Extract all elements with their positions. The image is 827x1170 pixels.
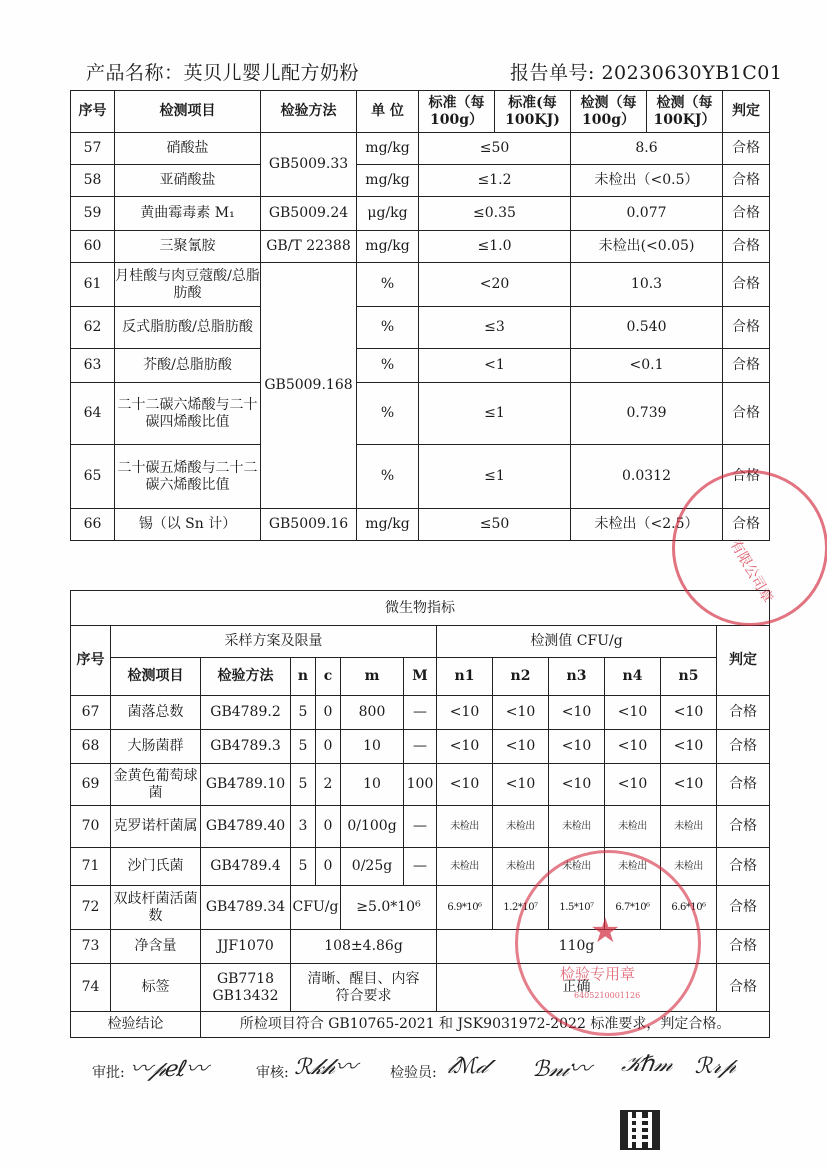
header-cell: 检验方法 [261,91,357,133]
test-item: 克罗诺杆菌属 [111,806,201,848]
header-cell: n1 [437,658,493,696]
standard: ≤1 [419,383,571,445]
test-method: GB5009.33 [261,133,357,197]
header-cell: n4 [605,658,661,696]
row-number: 70 [71,806,111,848]
test-item: 黄曲霉毒素 M₁ [115,197,261,231]
value-n1: <10 [437,764,493,806]
standard: ≤50 [419,509,571,541]
report-number: 报告单号: 20230630YB1C01 [510,62,783,84]
header-cell: 序号 [71,626,111,696]
inspector-signature-2: ℬ𝓃𝒾〰 [530,1057,593,1082]
row-number: 74 [71,964,111,1012]
standard: <20 [419,263,571,307]
table-row [71,696,770,730]
approver-signature: 〰𝓅ℯℓ〰 [126,1057,210,1082]
review-label: 审核: [256,1065,289,1081]
value-n3: <10 [549,696,605,730]
microbial-indicators-table [70,590,770,1038]
result: 未检出（<2.5） [571,509,723,541]
judgement: 合格 [723,509,770,541]
table-title-row [71,591,770,626]
table-row [71,307,770,349]
sample-c: 0 [316,848,341,886]
test-method: GB/T 22388 [261,231,357,263]
table-header-row [71,658,770,696]
table-row [71,263,770,307]
header-cell: 检验方法 [201,658,291,696]
header-cell: n5 [661,658,717,696]
limit-M: — [404,806,437,848]
row-number: 62 [71,307,115,349]
row-number: 65 [71,445,115,509]
row-number: 57 [71,133,115,165]
test-method: GB5009.24 [261,197,357,231]
group-header-left: 采样方案及限量 [111,626,437,658]
limit-m: 0/100g [341,806,404,848]
limit: 108±4.86g [291,930,437,964]
test-item: 金黄色葡萄球菌 [111,764,201,806]
header-cell: 判定 [723,91,770,133]
value-n3: <10 [549,730,605,764]
test-item: 二十二碳六烯酸与二十碳四烯酸比值 [115,383,261,445]
value-n4: 未检出 [605,806,661,848]
table-row [71,165,770,197]
row-number: 67 [71,696,111,730]
result: 0.0312 [571,445,723,509]
header-cell: c [316,658,341,696]
standard: ≤0.35 [419,197,571,231]
row-number: 61 [71,263,115,307]
result: 10.3 [571,263,723,307]
value-n4: <10 [605,696,661,730]
limit-M: — [404,848,437,886]
limit-m: 10 [341,730,404,764]
value-n1: <10 [437,696,493,730]
standard: ≤50 [419,133,571,165]
reviewer-signature: ℛ𝓀𝒽〰 [292,1055,359,1080]
sample-c: 0 [316,806,341,848]
row-number: 60 [71,231,115,263]
value-n2: 未检出 [493,848,549,886]
value-n5: <10 [661,730,717,764]
table-row [71,383,770,445]
qr-code-icon [620,1110,660,1150]
signature-line [92,1048,792,1098]
limit-M: 100 [404,764,437,806]
seal-star-icon: ★ [590,911,621,951]
judgement: 合格 [717,806,770,848]
limit-m: 0/25g [341,848,404,886]
value-n2: <10 [493,730,549,764]
header-cell: 检测项目 [111,658,201,696]
unit: mg/kg [357,231,419,263]
header-cell: m [341,658,404,696]
judgement: 合格 [723,165,770,197]
header-cell: 标准(每100KJ) [495,91,571,133]
unit: CFU/g [291,886,341,930]
conclusion-label: 检验结论 [71,1012,201,1038]
row-number: 63 [71,349,115,383]
judgement: 合格 [717,848,770,886]
table-title: 微生物指标 [71,591,770,626]
method-line-1: GB7718 [216,970,275,987]
table-row [71,509,770,541]
test-method: GB4789.40 [201,806,291,848]
value-n5: <10 [661,764,717,806]
standard: ≤3 [419,307,571,349]
inspector-signature-3: 𝒦ℏ𝓂 [619,1052,675,1077]
method-line-2: GB13432 [212,987,279,1004]
result: 110g [437,930,717,964]
value-n1: 未检出 [437,848,493,886]
value-n4: 6.7*10⁶ [605,886,661,930]
value-n4: <10 [605,764,661,806]
test-item: 三聚氰胺 [115,231,261,263]
judgement: 合格 [723,445,770,509]
table-row [71,730,770,764]
limit-M: — [404,696,437,730]
seal-text: 检验专用章 [560,965,636,983]
result: 未检出(<0.05) [571,231,723,263]
standard: <1 [419,349,571,383]
value-n5: 未检出 [661,806,717,848]
result: <0.1 [571,349,723,383]
seal-number: 6405210001126 [574,991,641,1000]
test-item: 沙门氏菌 [111,848,201,886]
value-n5: <10 [661,696,717,730]
test-item: 菌落总数 [111,696,201,730]
row-number: 72 [71,886,111,930]
judgement: 合格 [723,197,770,231]
value-n2: <10 [493,764,549,806]
header-cell: 判定 [717,626,770,696]
value-n3: <10 [549,764,605,806]
judgement: 合格 [723,133,770,165]
judgement: 合格 [717,886,770,930]
value-n2: 未检出 [493,806,549,848]
unit: % [357,263,419,307]
test-method: GB4789.2 [201,696,291,730]
standard: ≤1 [419,445,571,509]
test-method [201,964,291,1012]
value-n5: 6.6*10⁶ [661,886,717,930]
approve-label: 审批: [92,1065,125,1081]
sample-n: 5 [291,730,316,764]
chemical-indicators-table [70,90,770,541]
judgement: 合格 [717,730,770,764]
header-cell: 检测（每100g） [571,91,647,133]
judgement: 合格 [717,964,770,1012]
test-method: GB4789.10 [201,764,291,806]
limit: 清晰、醒目、内容符合要求 [291,964,437,1012]
result: 正确 [437,964,717,1012]
header-cell: 标准（每100g） [419,91,495,133]
test-method: GB4789.4 [201,848,291,886]
value-n5: 未检出 [661,848,717,886]
test-item: 双歧杆菌活菌数 [111,886,201,930]
sample-c: 2 [316,764,341,806]
table-row [71,349,770,383]
header-cell: n3 [549,658,605,696]
table-row [71,806,770,848]
test-method: GB4789.3 [201,730,291,764]
sample-c: 0 [316,730,341,764]
standard: ≤1.2 [419,165,571,197]
test-item: 硝酸盐 [115,133,261,165]
value-n1: <10 [437,730,493,764]
inspector-label: 检验员: [390,1065,437,1081]
table-row [71,445,770,509]
judgement: 合格 [723,349,770,383]
row-number: 73 [71,930,111,964]
unit: % [357,349,419,383]
test-method: GB5009.16 [261,509,357,541]
row-number: 68 [71,730,111,764]
result: 0.077 [571,197,723,231]
conclusion-row [71,1012,770,1038]
judgement: 合格 [717,696,770,730]
table-row [71,764,770,806]
header-cell: M [404,658,437,696]
table-row [71,886,770,930]
row-number: 59 [71,197,115,231]
result: 0.540 [571,307,723,349]
value-n2: 1.2*10⁷ [493,886,549,930]
group-header-row [71,626,770,658]
value-n3: 未检出 [549,848,605,886]
table-row [71,848,770,886]
value-n3: 1.5*10⁷ [549,886,605,930]
value-n1: 6.9*10⁶ [437,886,493,930]
standard: ≤1.0 [419,231,571,263]
value-n1: 未检出 [437,806,493,848]
test-item: 反式脂肪酸/总脂肪酸 [115,307,261,349]
test-item: 月桂酸与肉豆蔻酸/总脂肪酸 [115,263,261,307]
judgement: 合格 [723,307,770,349]
unit: mg/kg [357,165,419,197]
result: 未检出（<0.5） [571,165,723,197]
conclusion-text: 所检项目符合 GB10765-2021 和 JSK9031972-2022 标准要求，判定合格。 [201,1012,770,1038]
sample-c: 0 [316,696,341,730]
header-cell: 序号 [71,91,115,133]
judgement: 合格 [717,930,770,964]
test-method: GB4789.34 [201,886,291,930]
sample-n: 5 [291,764,316,806]
value-n2: <10 [493,696,549,730]
value-n4: <10 [605,730,661,764]
header-cell: n [291,658,316,696]
group-header-right: 检测值 CFU/g [437,626,717,658]
limit-m: 10 [341,764,404,806]
test-item: 锡（以 Sn 计） [115,509,261,541]
result: 8.6 [571,133,723,165]
table-row [71,930,770,964]
table-row [71,231,770,263]
table-row [71,133,770,165]
header-cell: n2 [493,658,549,696]
judgement: 合格 [723,263,770,307]
value-n3: 未检出 [549,806,605,848]
inspector-signature-4: ℛ𝓇𝓅 [693,1054,739,1079]
value-n4: 未检出 [605,848,661,886]
header-cell: 检测项目 [115,91,261,133]
judgement: 合格 [723,231,770,263]
header-cell: 单 位 [357,91,419,133]
header-cell: 检测（每100KJ） [647,91,723,133]
sample-n: 3 [291,806,316,848]
limit: ≥5.0*10⁶ [341,886,437,930]
table-header-row [71,91,770,133]
unit: % [357,307,419,349]
limit-m: 800 [341,696,404,730]
sample-n: 5 [291,848,316,886]
unit: μg/kg [357,197,419,231]
table-row [71,197,770,231]
sample-n: 5 [291,696,316,730]
product-name: 产品名称：英贝儿婴儿配方奶粉 [86,62,360,84]
row-number: 66 [71,509,115,541]
test-item: 标签 [111,964,201,1012]
test-item: 净含量 [111,930,201,964]
result: 0.739 [571,383,723,445]
test-item: 亚硝酸盐 [115,165,261,197]
judgement: 合格 [717,764,770,806]
test-item: 二十碳五烯酸与二十二碳六烯酸比值 [115,445,261,509]
seal-text: 有限公司章 [726,537,776,606]
unit: mg/kg [357,509,419,541]
row-number: 58 [71,165,115,197]
row-number: 69 [71,764,111,806]
inspector-signature-1: 𝓁ℳ𝒹 [445,1054,490,1079]
limit-M: — [404,730,437,764]
test-item: 大肠菌群 [111,730,201,764]
row-number: 71 [71,848,111,886]
test-item: 芥酸/总脂肪酸 [115,349,261,383]
table-row [71,964,770,1012]
test-method: JJF1070 [201,930,291,964]
unit: % [357,445,419,509]
test-method: GB5009.168 [261,263,357,509]
judgement: 合格 [723,383,770,445]
unit: % [357,383,419,445]
unit: mg/kg [357,133,419,165]
row-number: 64 [71,383,115,445]
